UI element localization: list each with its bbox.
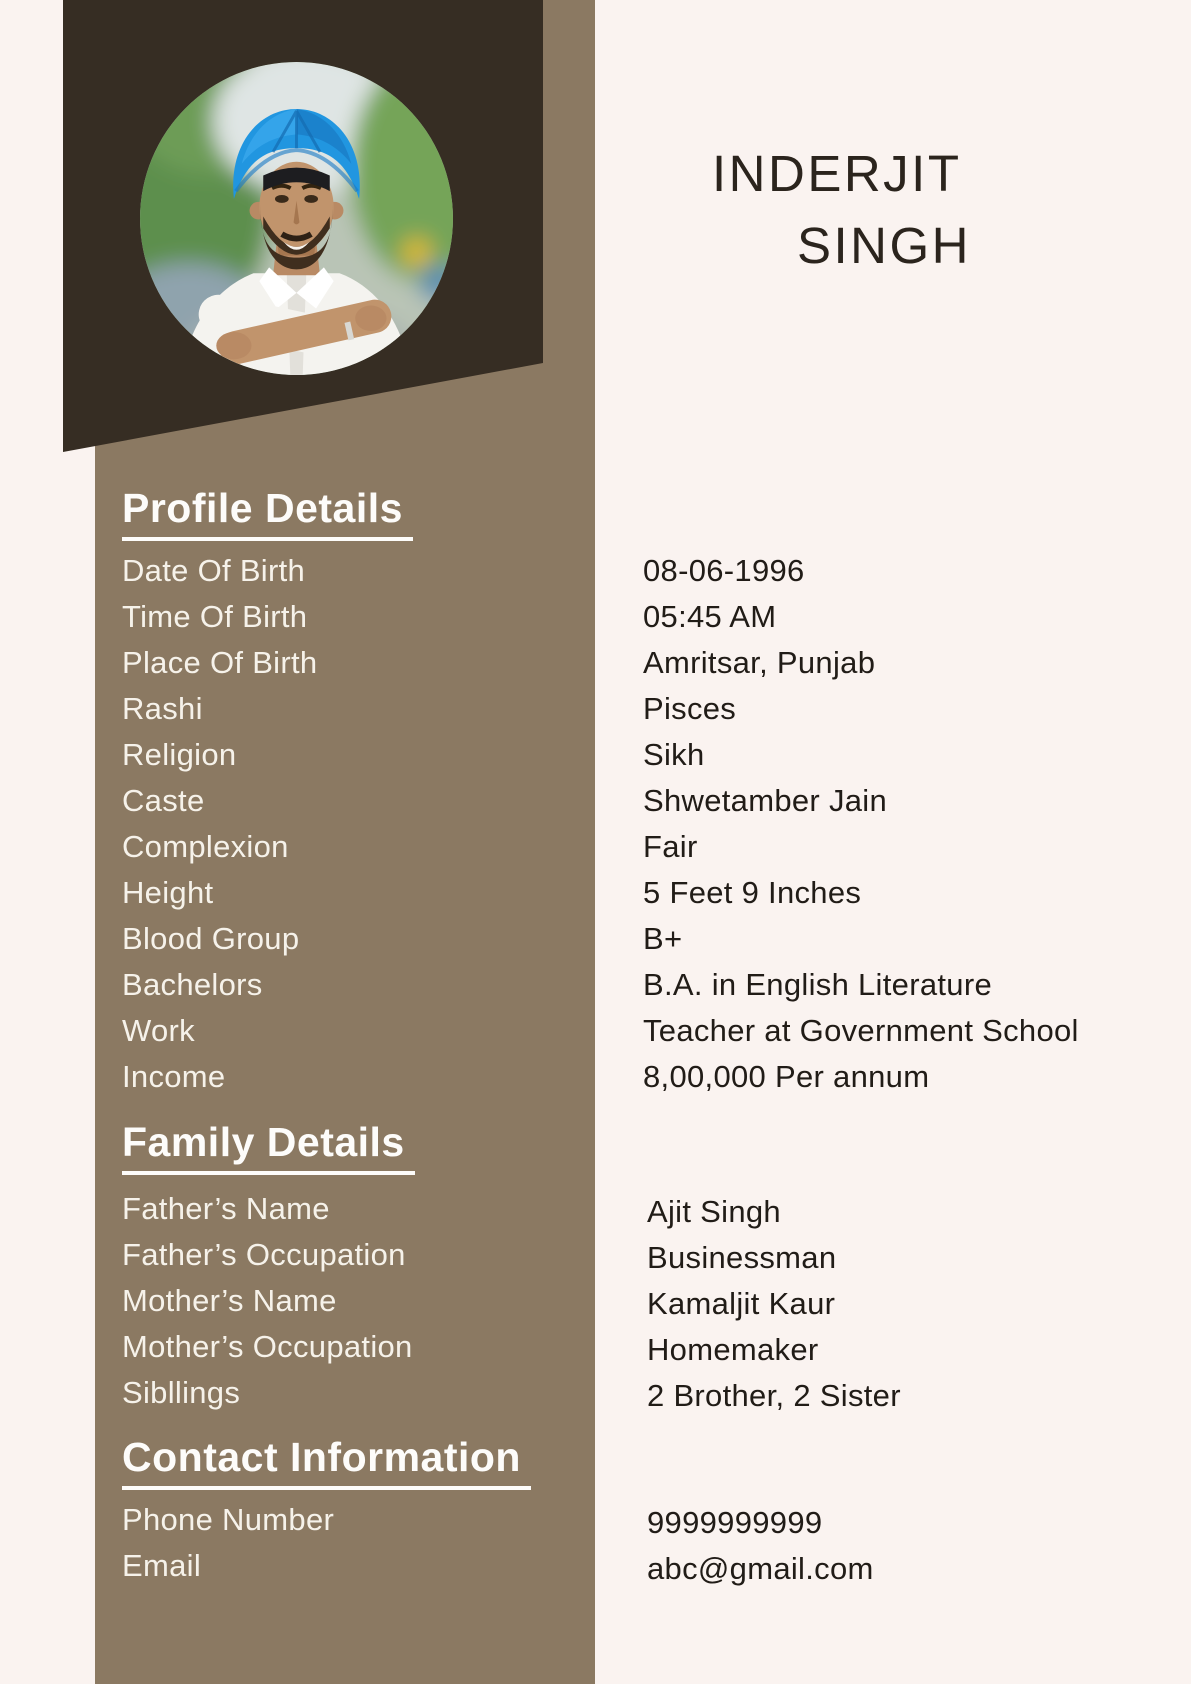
row-value: Teacher at Government School [643,1013,1079,1048]
row-value: Ajit Singh [647,1194,781,1229]
email-value: abc@gmail.com [647,1551,874,1586]
row-label: Blood Group [122,921,300,956]
first-name: INDERJIT [712,145,962,202]
row-label: Phone Number [122,1502,335,1537]
row-label: Height [122,875,214,910]
table-row [0,686,1191,732]
table-row [0,640,1191,686]
row-value: Businessman [647,1240,837,1275]
row-value: 08-06-1996 [643,553,805,588]
table-row [0,594,1191,640]
row-label: Complexion [122,829,289,864]
row-value: Shwetamber Jain [643,783,888,818]
table-row [0,548,1191,594]
row-value: 2 Brother, 2 Sister [647,1378,901,1413]
profile-photo-illustration [140,62,453,375]
table-row [0,778,1191,824]
profile-details-rows [0,548,1191,1100]
table-row [0,1278,1191,1324]
row-label: Religion [122,737,237,772]
family-details-heading: Family Details [122,1120,415,1175]
table-row [0,1054,1191,1100]
row-label: Time Of Birth [122,599,308,634]
row-label: Caste [122,783,205,818]
row-value: 05:45 AM [643,599,777,634]
row-label: Bachelors [122,967,263,1002]
family-details-rows [0,1186,1191,1416]
row-label: Father’s Occupation [122,1237,406,1272]
row-label: Income [122,1059,226,1094]
row-value: B+ [643,921,683,956]
table-row [0,824,1191,870]
row-value: Pisces [643,691,737,726]
table-row [0,732,1191,778]
row-value: 5 Feet 9 Inches [643,875,862,910]
phone-number-value: 9999999999 [647,1505,823,1540]
contact-information-heading: Contact Information [122,1435,531,1490]
row-label: Father’s Name [122,1191,330,1226]
row-label: Email [122,1548,202,1583]
row-label: Rashi [122,691,203,726]
contact-information-rows [0,1497,1191,1589]
row-value: Homemaker [647,1332,819,1367]
profile-photo [140,62,453,375]
last-name: SINGH [797,217,972,274]
row-label: Mother’s Name [122,1283,337,1318]
table-row [0,962,1191,1008]
row-value: Amritsar, Punjab [643,645,876,680]
row-label: Work [122,1013,195,1048]
table-row [0,1186,1191,1232]
row-value: Sikh [643,737,705,772]
table-row [0,1324,1191,1370]
profile-details-heading: Profile Details [122,486,413,541]
table-row [0,1232,1191,1278]
table-row [0,1543,1191,1589]
table-row [0,1008,1191,1054]
row-label: Mother’s Occupation [122,1329,413,1364]
table-row [0,1497,1191,1543]
row-label: Place Of Birth [122,645,318,680]
table-row [0,916,1191,962]
row-value: 8,00,000 Per annum [643,1059,930,1094]
row-value: B.A. in English Literature [643,967,992,1002]
table-row [0,1370,1191,1416]
row-label: Sibllings [122,1375,241,1410]
table-row [0,870,1191,916]
row-value: Fair [643,829,698,864]
row-value: Kamaljit Kaur [647,1286,836,1321]
row-label: Date Of Birth [122,553,306,588]
